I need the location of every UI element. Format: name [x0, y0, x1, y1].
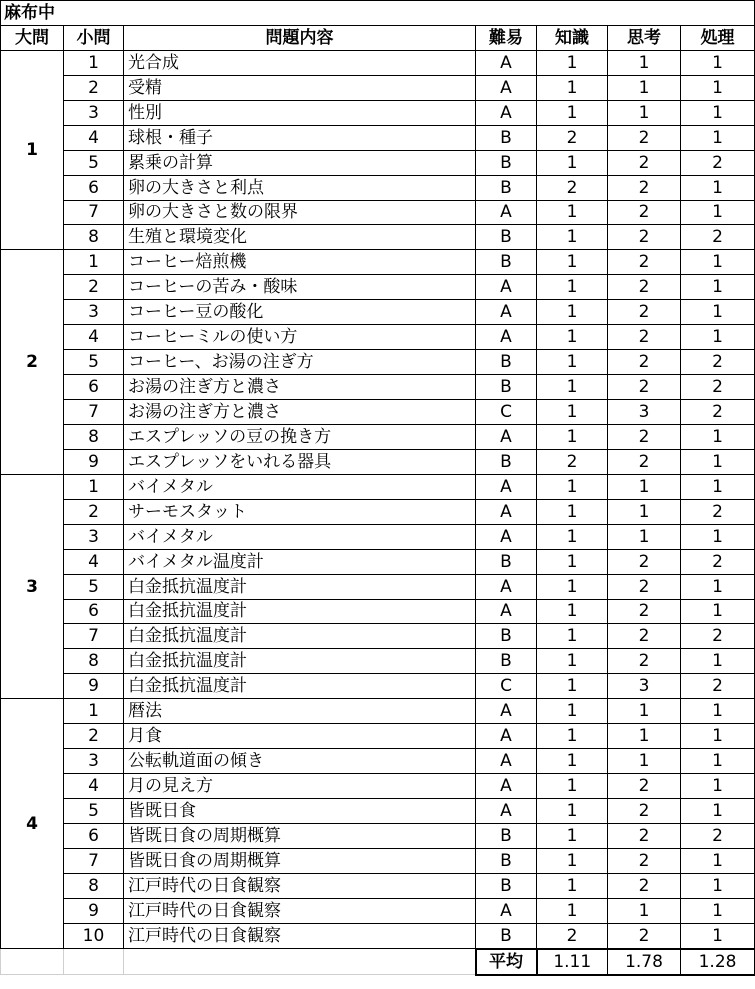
knowledge-cell: 1	[537, 50, 608, 75]
content-cell: コーヒー、お湯の注ぎ方	[124, 350, 476, 375]
thinking-cell: 2	[608, 300, 681, 325]
table-row	[1, 375, 755, 400]
thinking-cell: 2	[608, 774, 681, 799]
content-cell: 累乗の計算	[124, 150, 476, 175]
knowledge-cell: 1	[537, 524, 608, 549]
content-cell: 皆既日食の周期概算	[124, 848, 476, 873]
thinking-cell: 2	[608, 823, 681, 848]
processing-cell: 1	[681, 898, 755, 923]
sho-mon-cell: 6	[64, 599, 124, 624]
knowledge-cell: 1	[537, 873, 608, 898]
table-row	[1, 799, 755, 824]
knowledge-cell: 1	[537, 898, 608, 923]
header-row	[1, 25, 755, 50]
sho-mon-cell: 5	[64, 799, 124, 824]
sho-mon-cell: 6	[64, 375, 124, 400]
table-row	[1, 275, 755, 300]
table-row	[1, 400, 755, 425]
sho-mon-cell: 1	[64, 699, 124, 724]
table-row	[1, 325, 755, 350]
thinking-cell: 2	[608, 150, 681, 175]
processing-cell: 2	[681, 549, 755, 574]
processing-cell: 1	[681, 275, 755, 300]
content-cell: バイメタル温度計	[124, 549, 476, 574]
sho-mon-cell: 8	[64, 225, 124, 250]
table-row	[1, 624, 755, 649]
table-row	[1, 574, 755, 599]
difficulty-cell: A	[476, 724, 537, 749]
processing-cell: 1	[681, 923, 755, 948]
content-cell: 卵の大きさと数の限界	[124, 200, 476, 225]
knowledge-cell: 1	[537, 624, 608, 649]
knowledge-cell: 1	[537, 848, 608, 873]
content-cell: コーヒーミルの使い方	[124, 325, 476, 350]
thinking-cell: 1	[608, 100, 681, 125]
table-row	[1, 100, 755, 125]
sho-mon-cell: 1	[64, 474, 124, 499]
processing-cell: 1	[681, 749, 755, 774]
thinking-cell: 2	[608, 225, 681, 250]
knowledge-cell: 1	[537, 275, 608, 300]
table-row	[1, 350, 755, 375]
table-row	[1, 674, 755, 699]
processing-cell: 2	[681, 375, 755, 400]
knowledge-cell: 1	[537, 799, 608, 824]
thinking-cell: 2	[608, 125, 681, 150]
thinking-cell: 2	[608, 799, 681, 824]
processing-cell: 1	[681, 649, 755, 674]
thinking-cell: 2	[608, 250, 681, 275]
processing-cell: 1	[681, 449, 755, 474]
content-cell: コーヒーの苦み・酸味	[124, 275, 476, 300]
sho-mon-cell: 2	[64, 275, 124, 300]
difficulty-cell: A	[476, 699, 537, 724]
processing-cell: 2	[681, 499, 755, 524]
content-cell: 月の見え方	[124, 774, 476, 799]
sho-mon-cell: 1	[64, 250, 124, 275]
thinking-cell: 2	[608, 350, 681, 375]
table-row	[1, 774, 755, 799]
content-cell: 白金抵抗温度計	[124, 674, 476, 699]
table-row	[1, 923, 755, 948]
table-row	[1, 50, 755, 75]
content-cell: サーモスタット	[124, 499, 476, 524]
difficulty-cell: B	[476, 375, 537, 400]
sho-mon-cell: 3	[64, 749, 124, 774]
table-row	[1, 424, 755, 449]
table-row	[1, 848, 755, 873]
header-thinking: 思考	[608, 25, 681, 50]
thinking-cell: 2	[608, 599, 681, 624]
sho-mon-cell: 4	[64, 125, 124, 150]
thinking-cell: 2	[608, 325, 681, 350]
sho-mon-cell: 5	[64, 574, 124, 599]
knowledge-cell: 1	[537, 325, 608, 350]
knowledge-cell: 1	[537, 250, 608, 275]
sho-mon-cell: 3	[64, 100, 124, 125]
knowledge-cell: 1	[537, 699, 608, 724]
content-cell: 白金抵抗温度計	[124, 649, 476, 674]
content-cell: 暦法	[124, 699, 476, 724]
sho-mon-cell: 3	[64, 300, 124, 325]
processing-cell: 1	[681, 699, 755, 724]
difficulty-cell: B	[476, 175, 537, 200]
processing-cell: 2	[681, 350, 755, 375]
sho-mon-cell: 9	[64, 449, 124, 474]
knowledge-cell: 1	[537, 424, 608, 449]
difficulty-cell: A	[476, 524, 537, 549]
difficulty-cell: A	[476, 100, 537, 125]
processing-cell: 1	[681, 300, 755, 325]
thinking-cell: 2	[608, 649, 681, 674]
sho-mon-cell: 10	[64, 923, 124, 948]
sho-mon-cell: 6	[64, 175, 124, 200]
content-cell: バイメタル	[124, 524, 476, 549]
thinking-cell: 1	[608, 749, 681, 774]
table-row	[1, 724, 755, 749]
header-dai: 大問	[1, 25, 64, 50]
thinking-cell: 3	[608, 400, 681, 425]
thinking-cell: 2	[608, 923, 681, 948]
sho-mon-cell: 3	[64, 524, 124, 549]
difficulty-cell: A	[476, 474, 537, 499]
thinking-cell: 3	[608, 674, 681, 699]
processing-cell: 1	[681, 774, 755, 799]
difficulty-cell: B	[476, 449, 537, 474]
thinking-cell: 2	[608, 375, 681, 400]
header-difficulty: 難易	[476, 25, 537, 50]
processing-cell: 1	[681, 125, 755, 150]
difficulty-cell: B	[476, 823, 537, 848]
content-cell: 球根・種子	[124, 125, 476, 150]
knowledge-cell: 1	[537, 823, 608, 848]
processing-cell: 1	[681, 474, 755, 499]
knowledge-cell: 1	[537, 574, 608, 599]
thinking-cell: 1	[608, 499, 681, 524]
table-body	[1, 1, 755, 975]
table-row	[1, 175, 755, 200]
thinking-cell: 1	[608, 474, 681, 499]
difficulty-cell: B	[476, 250, 537, 275]
knowledge-cell: 1	[537, 225, 608, 250]
knowledge-cell: 1	[537, 350, 608, 375]
knowledge-cell: 1	[537, 599, 608, 624]
thinking-cell: 2	[608, 624, 681, 649]
processing-cell: 1	[681, 50, 755, 75]
knowledge-cell: 1	[537, 400, 608, 425]
blank-cell	[124, 949, 476, 975]
difficulty-cell: A	[476, 325, 537, 350]
sho-mon-cell: 1	[64, 50, 124, 75]
knowledge-cell: 1	[537, 749, 608, 774]
difficulty-cell: B	[476, 649, 537, 674]
content-cell: 公転軌道面の傾き	[124, 749, 476, 774]
difficulty-cell: A	[476, 200, 537, 225]
difficulty-cell: A	[476, 300, 537, 325]
content-cell: コーヒー焙煎機	[124, 250, 476, 275]
blank-cell	[1, 949, 64, 975]
difficulty-cell: B	[476, 848, 537, 873]
sho-mon-cell: 8	[64, 873, 124, 898]
knowledge-cell: 1	[537, 674, 608, 699]
knowledge-cell: 2	[537, 923, 608, 948]
sho-mon-cell: 4	[64, 549, 124, 574]
processing-cell: 1	[681, 100, 755, 125]
dai-mon-cell: 3	[1, 474, 64, 698]
thinking-cell: 2	[608, 175, 681, 200]
processing-cell: 2	[681, 400, 755, 425]
knowledge-cell: 1	[537, 100, 608, 125]
content-cell: 性別	[124, 100, 476, 125]
thinking-cell: 2	[608, 449, 681, 474]
difficulty-cell: A	[476, 574, 537, 599]
difficulty-cell: C	[476, 400, 537, 425]
content-cell: 江戸時代の日食観察	[124, 923, 476, 948]
title-row	[1, 1, 755, 26]
average-thinking: 1.78	[608, 949, 681, 975]
sho-mon-cell: 4	[64, 774, 124, 799]
processing-cell: 1	[681, 574, 755, 599]
content-cell: 光合成	[124, 50, 476, 75]
table-row	[1, 250, 755, 275]
content-cell: お湯の注ぎ方と濃さ	[124, 375, 476, 400]
difficulty-cell: A	[476, 599, 537, 624]
thinking-cell: 2	[608, 200, 681, 225]
processing-cell: 2	[681, 150, 755, 175]
content-cell: 皆既日食の周期概算	[124, 823, 476, 848]
thinking-cell: 2	[608, 574, 681, 599]
table-row	[1, 898, 755, 923]
table-row	[1, 474, 755, 499]
knowledge-cell: 2	[537, 125, 608, 150]
processing-cell: 1	[681, 873, 755, 898]
difficulty-cell: B	[476, 125, 537, 150]
sho-mon-cell: 6	[64, 823, 124, 848]
knowledge-cell: 1	[537, 549, 608, 574]
header-knowledge: 知識	[537, 25, 608, 50]
difficulty-cell: B	[476, 549, 537, 574]
sho-mon-cell: 7	[64, 400, 124, 425]
processing-cell: 1	[681, 175, 755, 200]
content-cell: 受精	[124, 75, 476, 100]
table-row	[1, 649, 755, 674]
knowledge-cell: 1	[537, 724, 608, 749]
difficulty-cell: A	[476, 799, 537, 824]
sho-mon-cell: 8	[64, 649, 124, 674]
table-row	[1, 449, 755, 474]
content-cell: コーヒー豆の酸化	[124, 300, 476, 325]
table-row	[1, 749, 755, 774]
table-row	[1, 823, 755, 848]
dai-mon-cell: 4	[1, 699, 64, 949]
difficulty-cell: B	[476, 150, 537, 175]
blank-cell	[64, 949, 124, 975]
average-label: 平均	[476, 949, 537, 975]
processing-cell: 1	[681, 325, 755, 350]
difficulty-cell: A	[476, 749, 537, 774]
content-cell: バイメタル	[124, 474, 476, 499]
thinking-cell: 1	[608, 724, 681, 749]
content-cell: 卵の大きさと利点	[124, 175, 476, 200]
content-cell: 江戸時代の日食観察	[124, 898, 476, 923]
processing-cell: 1	[681, 250, 755, 275]
thinking-cell: 1	[608, 898, 681, 923]
dai-mon-cell: 2	[1, 250, 64, 474]
content-cell: 月食	[124, 724, 476, 749]
difficulty-cell: C	[476, 674, 537, 699]
knowledge-cell: 1	[537, 474, 608, 499]
difficulty-cell: B	[476, 923, 537, 948]
knowledge-cell: 1	[537, 649, 608, 674]
processing-cell: 1	[681, 524, 755, 549]
table-row	[1, 75, 755, 100]
thinking-cell: 2	[608, 873, 681, 898]
difficulty-cell: A	[476, 424, 537, 449]
knowledge-cell: 2	[537, 175, 608, 200]
difficulty-cell: B	[476, 350, 537, 375]
processing-cell: 1	[681, 848, 755, 873]
sho-mon-cell: 9	[64, 898, 124, 923]
knowledge-cell: 1	[537, 200, 608, 225]
header-sho: 小問	[64, 25, 124, 50]
difficulty-cell: B	[476, 624, 537, 649]
sho-mon-cell: 8	[64, 424, 124, 449]
difficulty-cell: A	[476, 75, 537, 100]
content-cell: 皆既日食	[124, 799, 476, 824]
table-row	[1, 125, 755, 150]
table-row	[1, 499, 755, 524]
processing-cell: 1	[681, 424, 755, 449]
processing-cell: 2	[681, 674, 755, 699]
thinking-cell: 1	[608, 50, 681, 75]
content-cell: エスプレッソをいれる器具	[124, 449, 476, 474]
average-processing: 1.28	[681, 949, 755, 975]
knowledge-cell: 1	[537, 150, 608, 175]
difficulty-cell: A	[476, 499, 537, 524]
knowledge-cell: 1	[537, 300, 608, 325]
table-row	[1, 524, 755, 549]
header-processing: 処理	[681, 25, 755, 50]
difficulty-cell: A	[476, 50, 537, 75]
header-content: 問題内容	[124, 25, 476, 50]
difficulty-cell: A	[476, 774, 537, 799]
sho-mon-cell: 4	[64, 325, 124, 350]
knowledge-cell: 1	[537, 375, 608, 400]
sho-mon-cell: 7	[64, 200, 124, 225]
content-cell: お湯の注ぎ方と濃さ	[124, 400, 476, 425]
content-cell: 白金抵抗温度計	[124, 574, 476, 599]
table-row	[1, 549, 755, 574]
sho-mon-cell: 9	[64, 674, 124, 699]
table-row	[1, 225, 755, 250]
average-knowledge: 1.11	[537, 949, 608, 975]
content-cell: エスプレッソの豆の挽き方	[124, 424, 476, 449]
sho-mon-cell: 7	[64, 848, 124, 873]
knowledge-cell: 1	[537, 774, 608, 799]
processing-cell: 2	[681, 225, 755, 250]
processing-cell: 1	[681, 599, 755, 624]
difficulty-cell: A	[476, 275, 537, 300]
knowledge-cell: 1	[537, 499, 608, 524]
thinking-cell: 2	[608, 275, 681, 300]
sho-mon-cell: 2	[64, 499, 124, 524]
thinking-cell: 2	[608, 848, 681, 873]
thinking-cell: 2	[608, 549, 681, 574]
difficulty-cell: B	[476, 225, 537, 250]
sho-mon-cell: 2	[64, 724, 124, 749]
table-row	[1, 699, 755, 724]
difficulty-cell: B	[476, 873, 537, 898]
sho-mon-cell: 5	[64, 150, 124, 175]
processing-cell: 1	[681, 799, 755, 824]
processing-cell: 1	[681, 200, 755, 225]
table-row	[1, 200, 755, 225]
difficulty-cell: A	[476, 898, 537, 923]
sho-mon-cell: 5	[64, 350, 124, 375]
table-row	[1, 300, 755, 325]
thinking-cell: 2	[608, 424, 681, 449]
knowledge-cell: 1	[537, 75, 608, 100]
table-row	[1, 150, 755, 175]
table-row	[1, 599, 755, 624]
thinking-cell: 1	[608, 75, 681, 100]
processing-cell: 1	[681, 75, 755, 100]
knowledge-cell: 2	[537, 449, 608, 474]
average-row	[1, 949, 755, 975]
thinking-cell: 1	[608, 524, 681, 549]
processing-cell: 1	[681, 724, 755, 749]
sheet-title: 麻布中	[1, 1, 755, 26]
sho-mon-cell: 2	[64, 75, 124, 100]
sho-mon-cell: 7	[64, 624, 124, 649]
content-cell: 白金抵抗温度計	[124, 624, 476, 649]
content-cell: 生殖と環境変化	[124, 225, 476, 250]
content-cell: 江戸時代の日食観察	[124, 873, 476, 898]
content-cell: 白金抵抗温度計	[124, 599, 476, 624]
thinking-cell: 1	[608, 699, 681, 724]
table-row	[1, 873, 755, 898]
dai-mon-cell: 1	[1, 50, 64, 250]
processing-cell: 2	[681, 823, 755, 848]
processing-cell: 2	[681, 624, 755, 649]
